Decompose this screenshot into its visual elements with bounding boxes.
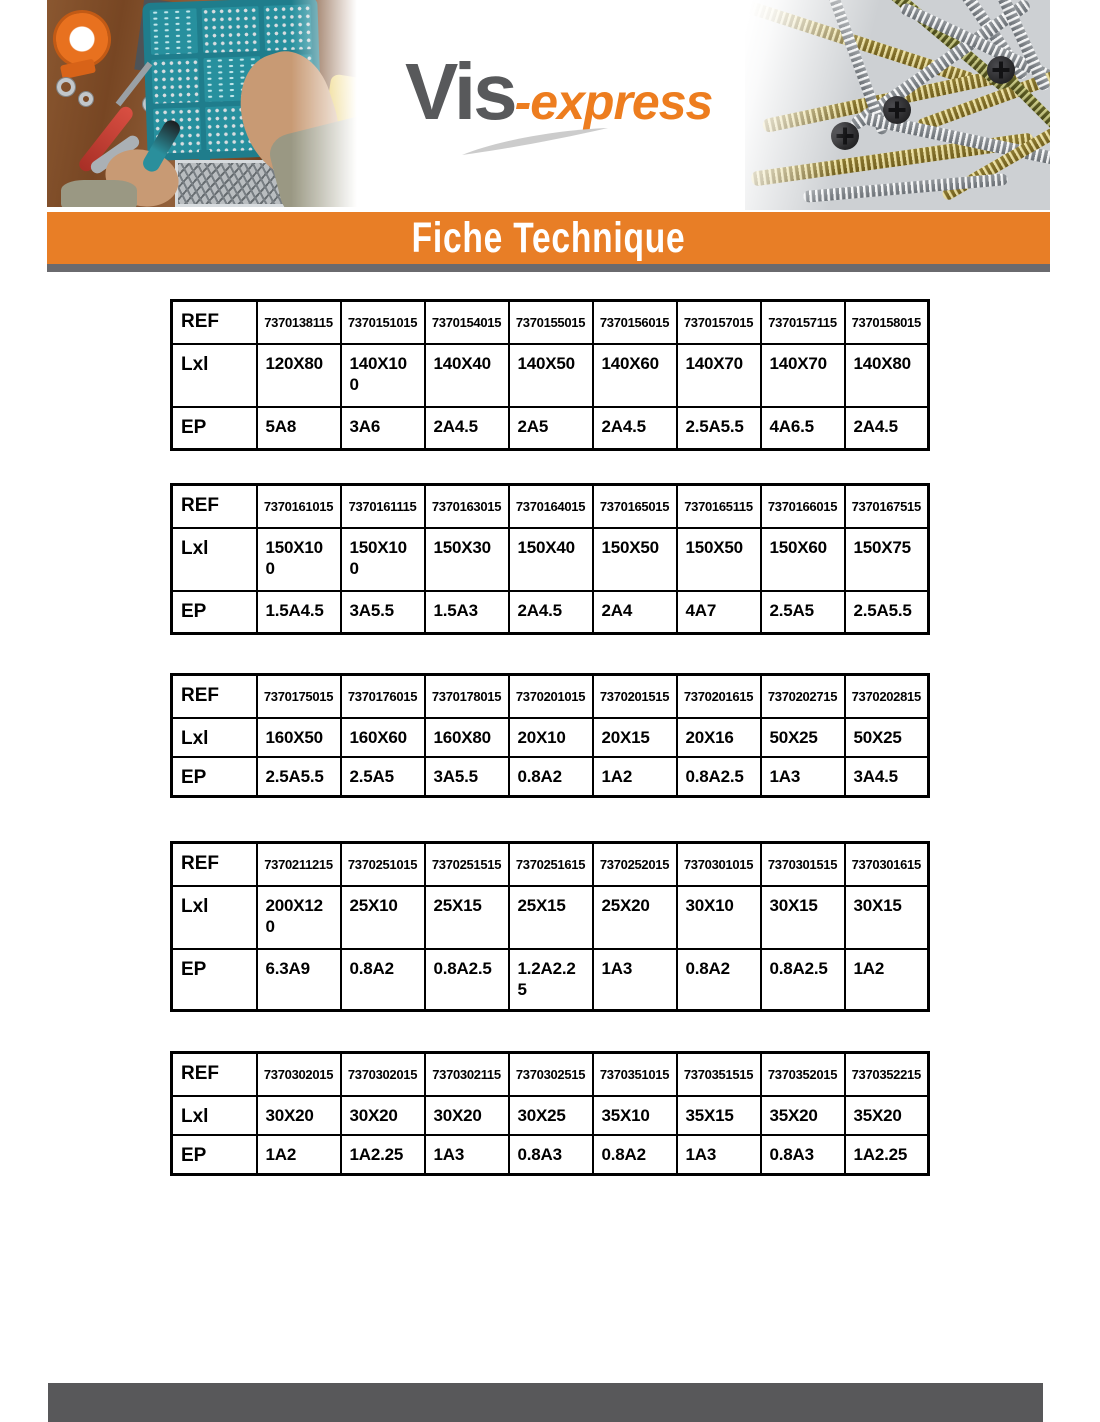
spec-table-4 xyxy=(170,841,930,1012)
ref-cell: 7370251515 xyxy=(425,843,509,886)
ep-cell: 3A5.5 xyxy=(341,591,425,634)
row-label-dims: Lxl xyxy=(172,718,257,757)
dims-cell: 20X16 xyxy=(677,718,761,757)
table-row xyxy=(172,843,929,886)
spec-table-2 xyxy=(170,483,930,635)
ref-cell: 7370175015 xyxy=(257,675,341,718)
dims-cell: 30X25 xyxy=(509,1096,593,1135)
ep-cell: 0.8A2.5 xyxy=(677,757,761,797)
dims-cell: 25X15 xyxy=(425,886,509,949)
row-label-ep: EP xyxy=(172,1135,257,1175)
dims-cell: 50X25 xyxy=(761,718,845,757)
header xyxy=(47,0,1050,210)
ep-cell: 2A4.5 xyxy=(425,407,509,450)
ref-cell: 7370151015 xyxy=(341,301,425,344)
ref-cell: 7370302115 xyxy=(425,1053,509,1096)
table-row xyxy=(172,344,929,407)
row-label-dims: Lxl xyxy=(172,886,257,949)
row-label-dims: Lxl xyxy=(172,528,257,591)
table-row xyxy=(172,757,929,797)
ep-cell: 6.3A9 xyxy=(257,949,341,1011)
ep-cell: 1A2.25 xyxy=(845,1135,929,1175)
dims-cell: 150X30 xyxy=(425,528,509,591)
logo-swoosh-icon xyxy=(460,124,610,158)
ref-cell: 7370178015 xyxy=(425,675,509,718)
ref-cell: 7370156015 xyxy=(593,301,677,344)
dims-cell: 160X60 xyxy=(341,718,425,757)
ref-cell: 7370352215 xyxy=(845,1053,929,1096)
ref-cell: 7370251015 xyxy=(341,843,425,886)
ref-cell: 7370201515 xyxy=(593,675,677,718)
table-row xyxy=(172,718,929,757)
ep-cell: 1A3 xyxy=(593,949,677,1011)
row-label-ep: EP xyxy=(172,407,257,450)
dims-cell: 30X20 xyxy=(257,1096,341,1135)
dims-cell: 150X50 xyxy=(677,528,761,591)
ref-cell: 7370211215 xyxy=(257,843,341,886)
ref-cell: 7370301615 xyxy=(845,843,929,886)
dims-cell: 35X20 xyxy=(761,1096,845,1135)
dims-cell: 160X50 xyxy=(257,718,341,757)
dims-cell: 150X75 xyxy=(845,528,929,591)
ep-cell: 0.8A2.5 xyxy=(761,949,845,1011)
dims-cell: 35X20 xyxy=(845,1096,929,1135)
ep-cell: 1.5A4.5 xyxy=(257,591,341,634)
ref-cell: 7370161015 xyxy=(257,485,341,528)
dims-cell: 140X40 xyxy=(425,344,509,407)
ref-cell: 7370352015 xyxy=(761,1053,845,1096)
ref-cell: 7370157115 xyxy=(761,301,845,344)
ref-cell: 7370154015 xyxy=(425,301,509,344)
spec-table-5 xyxy=(170,1051,930,1176)
dims-cell: 35X10 xyxy=(593,1096,677,1135)
ref-cell: 7370251615 xyxy=(509,843,593,886)
workbench-photo xyxy=(47,0,360,207)
photo-fade xyxy=(47,0,360,207)
dims-cell: 150X50 xyxy=(593,528,677,591)
dims-cell: 140X70 xyxy=(677,344,761,407)
row-label-ref: REF xyxy=(172,1053,257,1096)
ep-cell: 2.5A5.5 xyxy=(677,407,761,450)
row-label-ref: REF xyxy=(172,485,257,528)
ep-cell: 1A2 xyxy=(593,757,677,797)
row-label-ref: REF xyxy=(172,843,257,886)
ep-cell: 4A7 xyxy=(677,591,761,634)
ref-cell: 7370302015 xyxy=(257,1053,341,1096)
table-row xyxy=(172,301,929,344)
ep-cell: 3A5.5 xyxy=(425,757,509,797)
ref-cell: 7370138115 xyxy=(257,301,341,344)
ref-cell: 7370201615 xyxy=(677,675,761,718)
ref-cell: 7370202715 xyxy=(761,675,845,718)
ep-cell: 4A6.5 xyxy=(761,407,845,450)
ref-cell: 7370176015 xyxy=(341,675,425,718)
screws-pile-photo xyxy=(745,0,1050,210)
dims-cell: 140X100 xyxy=(341,344,425,407)
row-label-ref: REF xyxy=(172,675,257,718)
ep-cell: 1.2A2.25 xyxy=(509,949,593,1011)
ref-cell: 7370166015 xyxy=(761,485,845,528)
table-row xyxy=(172,407,929,450)
dims-cell: 150X40 xyxy=(509,528,593,591)
ep-cell: 0.8A2 xyxy=(593,1135,677,1175)
ref-cell: 7370301515 xyxy=(761,843,845,886)
dims-cell: 50X25 xyxy=(845,718,929,757)
ep-cell: 1A3 xyxy=(425,1135,509,1175)
ep-cell: 2A4.5 xyxy=(845,407,929,450)
table-row xyxy=(172,1096,929,1135)
dims-cell: 35X15 xyxy=(677,1096,761,1135)
page-title: Fiche Technique xyxy=(411,214,686,262)
ep-cell: 2A4 xyxy=(593,591,677,634)
ref-cell: 7370201015 xyxy=(509,675,593,718)
dims-cell: 140X80 xyxy=(845,344,929,407)
ref-cell: 7370302515 xyxy=(509,1053,593,1096)
table-row xyxy=(172,675,929,718)
ref-cell: 7370158015 xyxy=(845,301,929,344)
ref-cell: 7370302015 xyxy=(341,1053,425,1096)
ep-cell: 0.8A3 xyxy=(761,1135,845,1175)
ref-cell: 7370301015 xyxy=(677,843,761,886)
dims-cell: 160X80 xyxy=(425,718,509,757)
row-label-dims: Lxl xyxy=(172,1096,257,1135)
ref-cell: 7370155015 xyxy=(509,301,593,344)
ref-cell: 7370165015 xyxy=(593,485,677,528)
brand-logo xyxy=(405,46,745,186)
ref-cell: 7370351015 xyxy=(593,1053,677,1096)
dims-cell: 30X10 xyxy=(677,886,761,949)
dims-cell: 140X50 xyxy=(509,344,593,407)
ep-cell: 1A3 xyxy=(761,757,845,797)
ep-cell: 1A2 xyxy=(845,949,929,1011)
ep-cell: 1A3 xyxy=(677,1135,761,1175)
table-row xyxy=(172,528,929,591)
row-label-ep: EP xyxy=(172,591,257,634)
dims-cell: 20X15 xyxy=(593,718,677,757)
dims-cell: 150X100 xyxy=(341,528,425,591)
table-row xyxy=(172,949,929,1011)
table-row xyxy=(172,1135,929,1175)
ref-cell: 7370167515 xyxy=(845,485,929,528)
brand-name-suffix: -express xyxy=(514,74,713,130)
ref-cell: 7370164015 xyxy=(509,485,593,528)
dims-cell: 30X20 xyxy=(341,1096,425,1135)
dims-cell: 150X60 xyxy=(761,528,845,591)
ref-cell: 7370351515 xyxy=(677,1053,761,1096)
dims-cell: 200X120 xyxy=(257,886,341,949)
ep-cell: 2.5A5 xyxy=(761,591,845,634)
footer-bar xyxy=(48,1383,1043,1422)
photo-fade xyxy=(745,0,1050,210)
ep-cell: 2.5A5.5 xyxy=(845,591,929,634)
table-row xyxy=(172,1053,929,1096)
dims-cell: 30X15 xyxy=(845,886,929,949)
row-label-ep: EP xyxy=(172,757,257,797)
table-row xyxy=(172,591,929,634)
ref-cell: 7370202815 xyxy=(845,675,929,718)
ep-cell: 3A4.5 xyxy=(845,757,929,797)
ep-cell: 3A6 xyxy=(341,407,425,450)
dims-cell: 20X10 xyxy=(509,718,593,757)
dims-cell: 140X60 xyxy=(593,344,677,407)
table-row xyxy=(172,485,929,528)
spec-table-3 xyxy=(170,673,930,798)
ep-cell: 1A2.25 xyxy=(341,1135,425,1175)
ref-cell: 7370157015 xyxy=(677,301,761,344)
ep-cell: 2A4.5 xyxy=(593,407,677,450)
ep-cell: 2A4.5 xyxy=(509,591,593,634)
dims-cell: 25X15 xyxy=(509,886,593,949)
ep-cell: 1A2 xyxy=(257,1135,341,1175)
spec-table-1 xyxy=(170,299,930,451)
ep-cell: 5A8 xyxy=(257,407,341,450)
dims-cell: 30X15 xyxy=(761,886,845,949)
dims-cell: 140X70 xyxy=(761,344,845,407)
ep-cell: 0.8A2.5 xyxy=(425,949,509,1011)
ep-cell: 2.5A5 xyxy=(341,757,425,797)
dims-cell: 25X10 xyxy=(341,886,425,949)
ref-cell: 7370252015 xyxy=(593,843,677,886)
ref-cell: 7370161115 xyxy=(341,485,425,528)
ep-cell: 0.8A2 xyxy=(341,949,425,1011)
ref-cell: 7370165115 xyxy=(677,485,761,528)
row-label-dims: Lxl xyxy=(172,344,257,407)
ref-cell: 7370163015 xyxy=(425,485,509,528)
row-label-ep: EP xyxy=(172,949,257,1011)
dims-cell: 150X100 xyxy=(257,528,341,591)
brand-name-primary: Vis xyxy=(405,47,515,136)
banner-shadow xyxy=(47,264,1050,272)
ep-cell: 0.8A2 xyxy=(509,757,593,797)
ep-cell: 0.8A3 xyxy=(509,1135,593,1175)
dims-cell: 30X20 xyxy=(425,1096,509,1135)
title-banner xyxy=(47,212,1050,264)
ep-cell: 0.8A2 xyxy=(677,949,761,1011)
row-label-ref: REF xyxy=(172,301,257,344)
ep-cell: 2.5A5.5 xyxy=(257,757,341,797)
ep-cell: 2A5 xyxy=(509,407,593,450)
table-row xyxy=(172,886,929,949)
ep-cell: 1.5A3 xyxy=(425,591,509,634)
dims-cell: 120X80 xyxy=(257,344,341,407)
dims-cell: 25X20 xyxy=(593,886,677,949)
